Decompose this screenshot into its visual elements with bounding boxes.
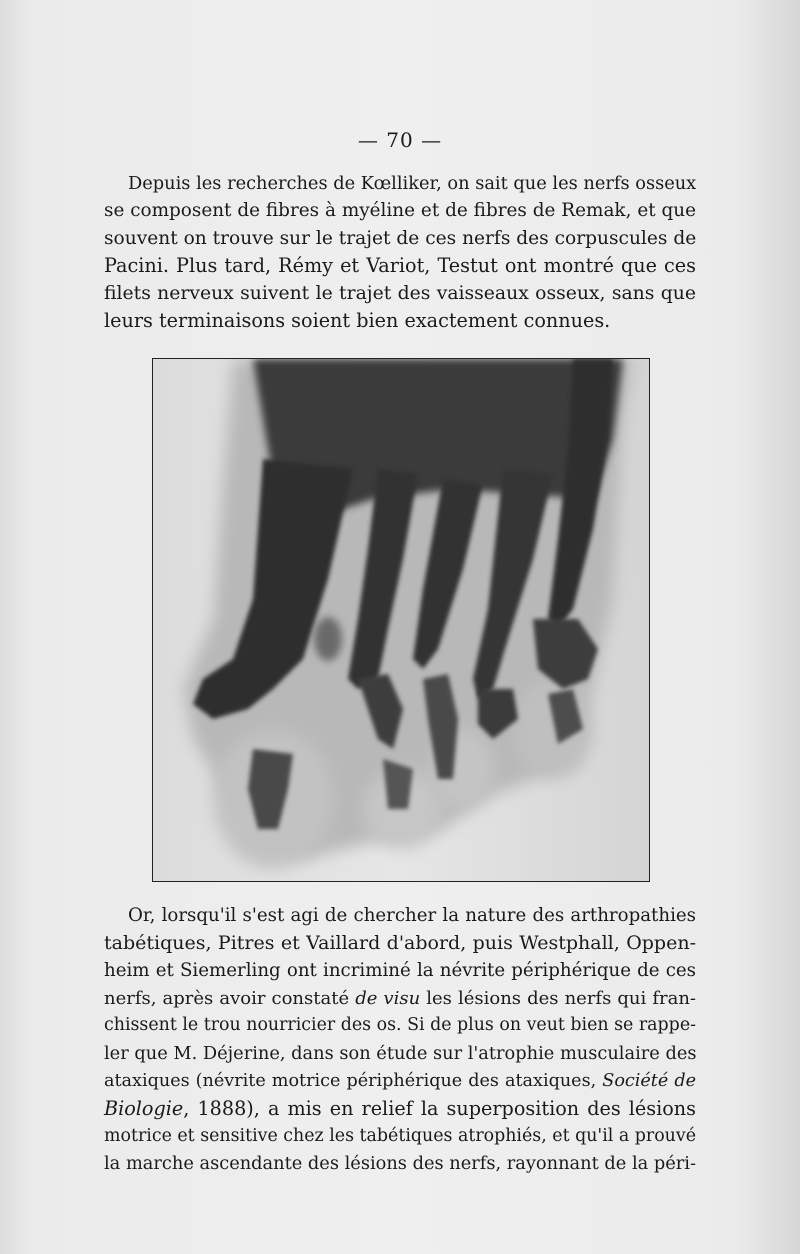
paragraph-2 — [104, 902, 696, 1178]
text-segment: , 1888), a mis en relief la superposition des lésions — [183, 1097, 696, 1121]
paragraph-1 — [104, 170, 696, 334]
text-line: motrice et sensitive chez les tabétiques atrophiés, et qu'il a prouvé — [104, 1125, 696, 1146]
text-line — [104, 985, 696, 1013]
text-segment: ataxiques (névrite motrice périphérique des ataxiques, — [104, 1070, 603, 1091]
text-line: heim et Siemerling ont incriminé la névrite périphérique de ces — [104, 960, 696, 982]
x-ray-foot-icon — [153, 359, 649, 881]
text-line: leurs terminaisons soient bien exactement connues. — [104, 309, 611, 333]
text-line: la marche ascendante des lésions des nerfs, rayonnant de la péri- — [104, 1153, 696, 1175]
x-ray-figure — [152, 358, 650, 882]
page-number: — 70 — — [357, 128, 443, 152]
text-line: tabétiques, Pitres et Vaillard d'abord, puis Westphall, Oppen- — [104, 931, 696, 954]
text-line: filets nerveux suivent le trajet des vaisseaux osseux, sans que — [104, 282, 696, 304]
italic-phrase: Société de — [602, 1070, 696, 1091]
text-line: Pacini. Plus tard, Rémy et Variot, Testut ont montré que ces — [104, 254, 696, 278]
text-line: ler que M. Déjerine, dans son étude sur l'atrophie musculaire des — [104, 1042, 697, 1064]
text-line: chissent le trou nourricier des os. Si de plus on veut bien se rappe- — [104, 1015, 696, 1036]
text-segment: les lésions des nerfs qui fran- — [420, 987, 696, 1009]
text-line: Depuis les recherches de Kœlliker, on sait que les nerfs osseux — [128, 173, 697, 194]
text-line — [104, 1095, 696, 1123]
text-line — [104, 1068, 696, 1096]
text-line: se composent de fibres à myéline et de fibres de Remak, et que — [104, 200, 696, 222]
italic-phrase: de visu — [355, 987, 421, 1009]
text-line: Or, lorsqu'il s'est agi de chercher la nature des arthropathies — [128, 905, 696, 926]
text-line: souvent on trouve sur le trajet de ces nerfs des corpuscules de — [104, 227, 697, 249]
italic-phrase: Biologie — [104, 1097, 184, 1121]
text-segment: nerfs, après avoir constaté — [104, 987, 356, 1009]
